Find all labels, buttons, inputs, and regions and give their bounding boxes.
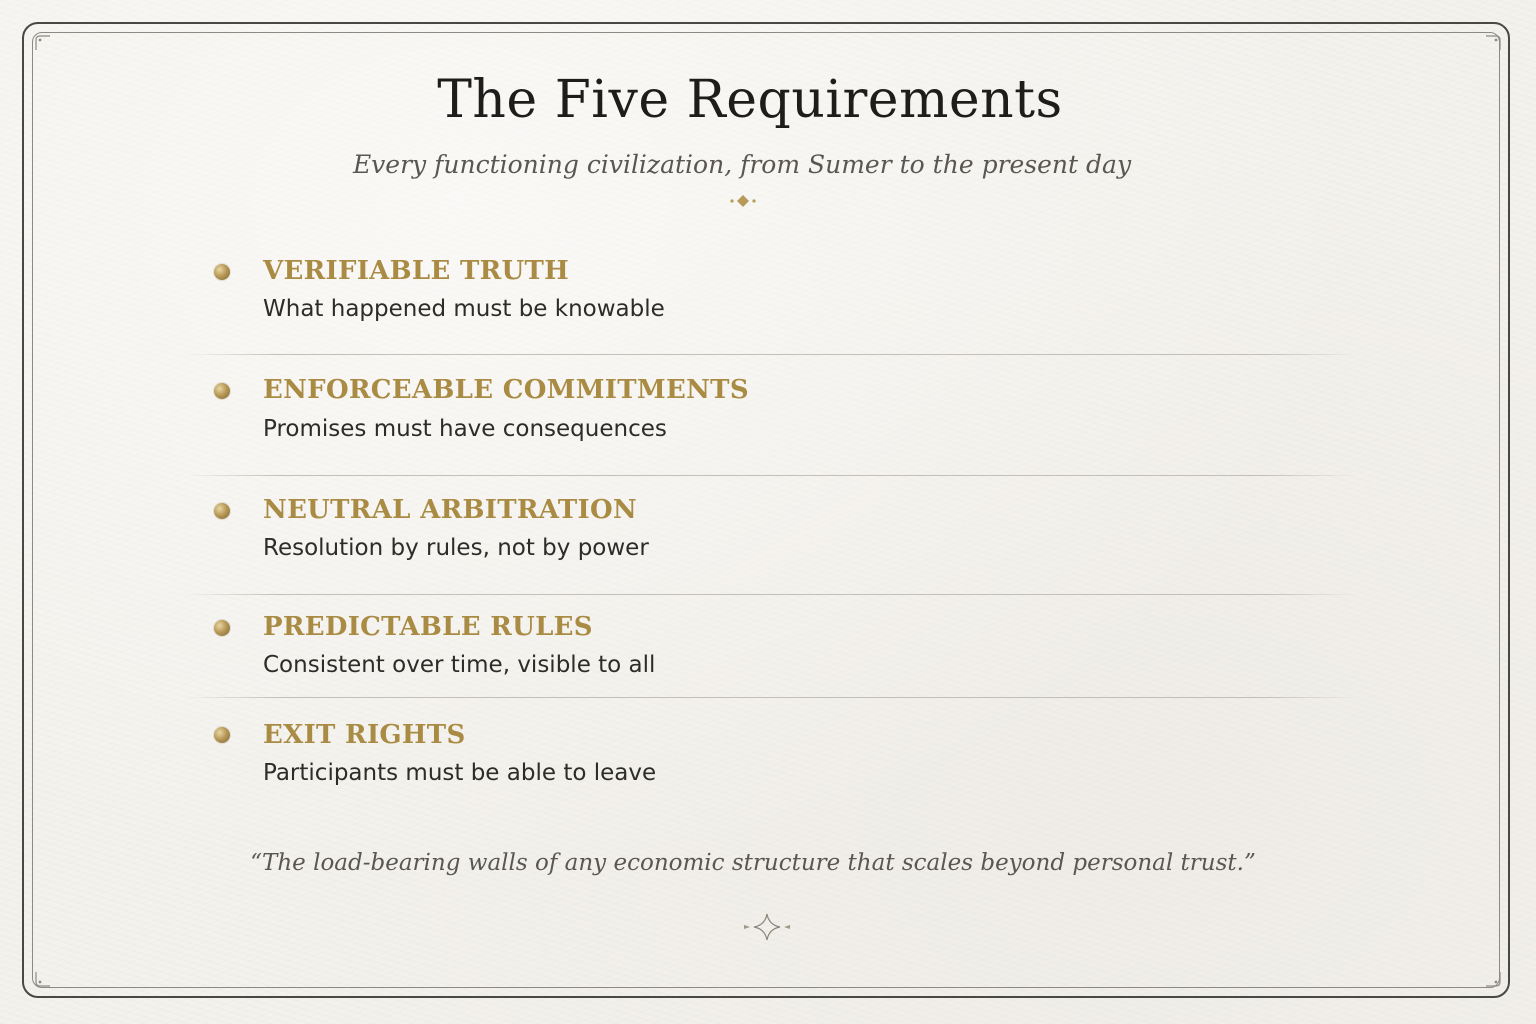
corner-flourish-icon: [34, 34, 52, 52]
item-divider: [184, 354, 1358, 355]
gold-bead-bullet-icon: [214, 620, 230, 636]
gold-bead-bullet-icon: [214, 503, 230, 519]
gold-bead-bullet-icon: [214, 383, 230, 399]
requirement-description: Promises must have consequences: [263, 416, 667, 442]
corner-flourish-icon: [34, 970, 52, 988]
page-subtitle: Every functioning civilization, from Sumer to the present day: [352, 150, 1132, 179]
item-divider: [184, 475, 1358, 476]
requirement-description: Resolution by rules, not by power: [263, 535, 649, 561]
requirement-description: What happened must be knowable: [263, 296, 665, 322]
requirement-heading: NEUTRAL ARBITRATION: [263, 495, 637, 525]
requirement-description: Participants must be able to leave: [263, 760, 657, 786]
item-divider: [184, 594, 1358, 595]
requirement-description: Consistent over time, visible to all: [263, 652, 656, 678]
requirement-heading: VERIFIABLE TRUTH: [263, 256, 570, 286]
gold-bead-bullet-icon: [214, 264, 230, 280]
closing-quote: “The load-bearing walls of any economic structure that scales beyond personal trust.”: [250, 850, 1256, 876]
item-divider: [184, 697, 1358, 698]
four-point-star-divider-icon: [426, 912, 1108, 942]
corner-flourish-icon: [1484, 970, 1502, 988]
gold-bead-bullet-icon: [214, 727, 230, 743]
requirement-heading: PREDICTABLE RULES: [263, 612, 593, 642]
corner-flourish-icon: [1484, 34, 1502, 52]
requirement-heading: ENFORCEABLE COMMITMENTS: [263, 375, 749, 405]
requirement-heading: EXIT RIGHTS: [263, 720, 466, 750]
diamond-flourish-divider-icon: [292, 192, 1194, 210]
page-title: The Five Requirements: [437, 70, 1063, 130]
